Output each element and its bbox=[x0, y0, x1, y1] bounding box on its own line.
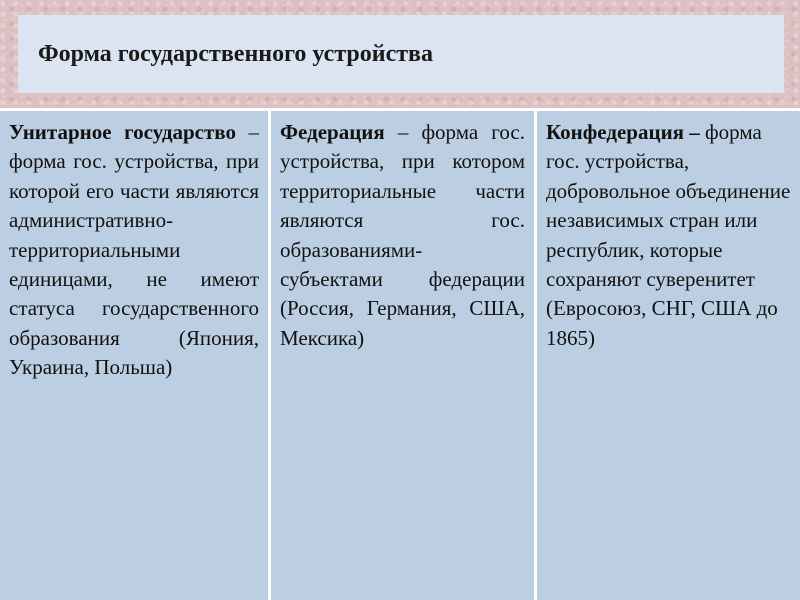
title-box bbox=[18, 15, 784, 93]
term-federation: Федерация bbox=[280, 120, 385, 144]
table-cell-confederation bbox=[534, 111, 800, 600]
term-separator: – bbox=[384, 120, 422, 144]
definition-confederation: форма гос. устройства, добровольное объединение независимых стран или республик, которые сохраняют суверенитет (Евросоюз, СНГ, США до 1865) bbox=[546, 120, 791, 350]
slide-title: Форма государственного устройства bbox=[38, 40, 433, 67]
term-unitary: Унитарное государство bbox=[9, 120, 236, 144]
definition-unitary: форма гос. устройства, при которой его части являются административно-территориальными единицами, не имеют статуса государственного образования (Япония, Украина, Польша) bbox=[9, 149, 259, 380]
term-confederation: Конфедерация – bbox=[546, 120, 700, 144]
table-cell-unitary bbox=[0, 111, 268, 600]
definition-federation: форма гос. устройства, при котором территориальные части являются гос. образованиями-субъектами федерации (Россия, Германия, США, Мексика) bbox=[280, 120, 525, 350]
comparison-table bbox=[0, 108, 800, 600]
table-cell-federation bbox=[268, 111, 534, 600]
term-separator: – bbox=[235, 120, 259, 144]
